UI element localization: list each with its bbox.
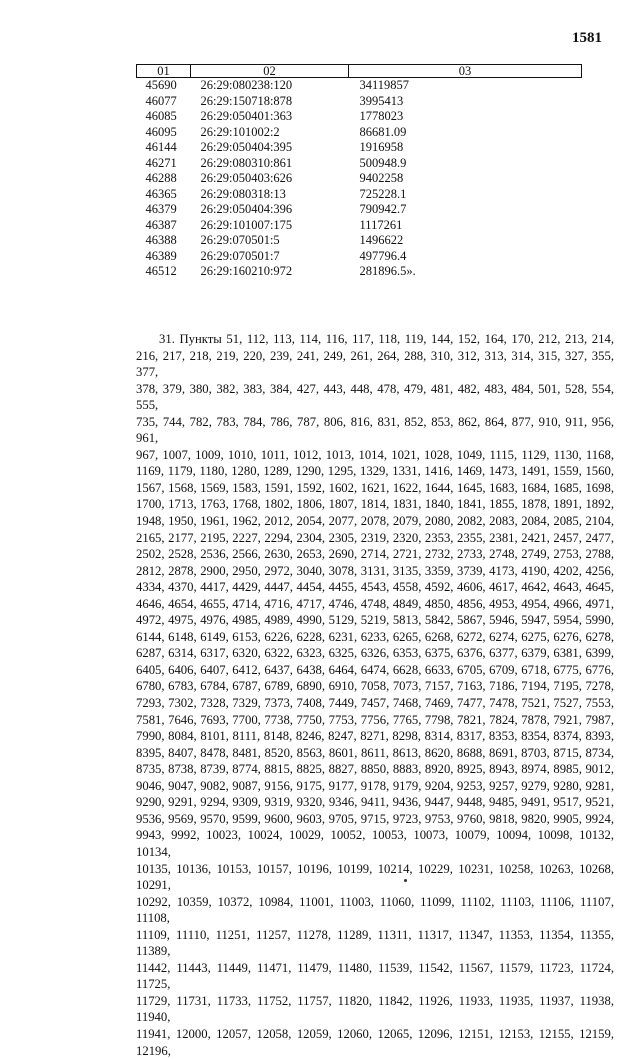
paragraph-line: 967, 1007, 1009, 1010, 1011, 1012, 1013, 1014, 1021, 1028, 1049, 1115, 1129, 1130, 1168, xyxy=(136,447,614,462)
page-mark xyxy=(404,879,407,882)
value-cell: 1117261 xyxy=(359,217,403,232)
table-row xyxy=(137,140,582,156)
paragraph-line: 7293, 7302, 7328, 7329, 7373, 7408, 7449, 7457, 7468, 7469, 7477, 7478, 7521, 7527, 7553, xyxy=(136,696,614,711)
paragraph-line: 4646, 4654, 4655, 4714, 4716, 4717, 4746, 4748, 4849, 4850, 4856, 4953, 4954, 4966, 4971, xyxy=(136,596,614,611)
paragraph-line: 6780, 6783, 6784, 6787, 6789, 6890, 6910, 7058, 7073, 7157, 7163, 7186, 7194, 7195, 7278, xyxy=(136,679,614,694)
value-cell: 1916958 xyxy=(359,140,404,154)
cadastral-number-cell: 26:29:050404:395 xyxy=(200,140,293,154)
paragraph-line: 11109, 11110, 11251, 11257, 11278, 11289, 11311, 11317, 11347, 11353, 11354, 11355, 11389, xyxy=(136,927,614,959)
table-row xyxy=(137,171,582,187)
column-header-03: 03 xyxy=(349,65,582,78)
cadastral-number-cell: 26:29:101007:175 xyxy=(200,217,293,232)
cadastral-table-container xyxy=(136,64,581,280)
paragraph-line: 9943, 9992, 10023, 10024, 10029, 10052, 10053, 10073, 10079, 10094, 10098, 10132, 10134, xyxy=(136,828,614,859)
row-number-cell: 46144 xyxy=(145,140,177,154)
cadastral-number-cell: 26:29:101002:2 xyxy=(200,124,280,139)
column-header-02: 02 xyxy=(191,65,349,78)
table-body xyxy=(137,78,582,280)
value-cell: 790942.7 xyxy=(359,202,407,216)
paragraph-line: 735, 744, 782, 783, 784, 786, 787, 806, 816, 831, 852, 853, 862, 864, 877, 910, 911, 956, 961, xyxy=(136,414,614,446)
paragraph-line: 11941, 12000, 12057, 12058, 12059, 12060, 12065, 12096, 12151, 12153, 12155, 12159, 12196, xyxy=(136,1026,614,1058)
cadastral-number-cell: 26:29:150718:878 xyxy=(200,93,293,108)
row-number-cell: 46389 xyxy=(145,248,177,263)
paragraph-line: 2165, 2177, 2195, 2227, 2294, 2304, 2305, 2319, 2320, 2353, 2355, 2381, 2421, 2457, 2477, xyxy=(136,530,614,545)
paragraph-line: 2502, 2528, 2536, 2566, 2630, 2653, 2690, 2714, 2721, 2732, 2733, 2748, 2749, 2753, 2788, xyxy=(136,547,614,562)
paragraph-line: 7990, 8084, 8101, 8111, 8148, 8246, 8247, 8271, 8298, 8314, 8317, 8353, 8354, 8374, 8393, xyxy=(136,729,614,744)
paragraph-line: 11729, 11731, 11733, 11752, 11757, 11820, 11842, 11926, 11933, 11935, 11937, 11938, 11940, xyxy=(136,993,614,1025)
row-number-cell: 46085 xyxy=(145,109,177,123)
paragraph-line: 6144, 6148, 6149, 6153, 6226, 6228, 6231, 6233, 6265, 6268, 6272, 6274, 6275, 6276, 6278, xyxy=(136,629,614,644)
row-number-cell: 46288 xyxy=(145,171,177,185)
cadastral-number-cell: 26:29:080318:13 xyxy=(200,186,286,201)
table-row xyxy=(137,94,582,110)
table-row xyxy=(137,125,582,141)
row-number-cell: 46077 xyxy=(145,93,177,108)
paragraph-line: 378, 379, 380, 382, 383, 384, 427, 443, 448, 478, 479, 481, 482, 483, 484, 501, 528, 554, 555, xyxy=(136,381,614,413)
column-header-01: 01 xyxy=(137,65,191,78)
value-cell: 1496622 xyxy=(359,233,404,247)
value-cell: 34119857 xyxy=(359,78,410,92)
table-row xyxy=(137,264,582,280)
table-row xyxy=(137,249,582,265)
paragraph-31 xyxy=(136,331,614,1059)
cadastral-number-cell: 26:29:050404:396 xyxy=(200,202,293,216)
paragraph-line: 6405, 6406, 6407, 6412, 6437, 6438, 6464, 6474, 6628, 6633, 6705, 6709, 6718, 6775, 6776, xyxy=(136,662,614,677)
row-number-cell: 46387 xyxy=(145,217,177,232)
row-number-cell: 46095 xyxy=(145,124,177,139)
table-row xyxy=(137,109,582,125)
paragraph-line: 4334, 4370, 4417, 4429, 4447, 4454, 4455, 4543, 4558, 4592, 4606, 4617, 4642, 4643, 4645, xyxy=(136,580,614,595)
value-cell: 1778023 xyxy=(359,109,404,123)
value-cell: 281896.5». xyxy=(359,264,416,278)
cadastral-number-cell: 26:29:050403:626 xyxy=(200,171,293,185)
cadastral-number-cell: 26:29:070501:5 xyxy=(200,233,280,247)
paragraph-line: 216, 217, 218, 219, 220, 239, 241, 249, 261, 264, 288, 310, 312, 313, 314, 315, 327, 355, 377, xyxy=(136,348,614,380)
paragraph-line: 1700, 1713, 1763, 1768, 1802, 1806, 1807, 1814, 1831, 1840, 1841, 1855, 1878, 1891, 1892, xyxy=(136,497,614,512)
table-row xyxy=(137,187,582,203)
row-number-cell: 46512 xyxy=(145,264,177,278)
paragraph-line: 31. Пункты 51, 112, 113, 114, 116, 117, 118, 119, 144, 152, 164, 170, 212, 213, 214, xyxy=(159,332,614,346)
value-cell: 500948.9 xyxy=(359,155,407,170)
row-number-cell: 46365 xyxy=(145,186,177,201)
paragraph-line: 4972, 4975, 4976, 4985, 4989, 4990, 5129, 5219, 5813, 5842, 5867, 5946, 5947, 5954, 5990, xyxy=(136,613,614,628)
table-header xyxy=(137,65,582,78)
cadastral-table xyxy=(136,64,582,280)
row-number-cell: 46388 xyxy=(145,233,177,247)
row-number-cell: 46379 xyxy=(145,202,177,216)
value-cell: 86681.09 xyxy=(359,124,407,139)
paragraph-line: 10135, 10136, 10153, 10157, 10196, 10199, 10214, 10229, 10231, 10258, 10263, 10268, 10291, xyxy=(136,861,614,893)
row-number-cell: 46271 xyxy=(145,155,177,170)
paragraph-line: 9046, 9047, 9082, 9087, 9156, 9175, 9177, 9178, 9179, 9204, 9253, 9257, 9279, 9280, 9281, xyxy=(136,778,614,793)
value-cell: 9402258 xyxy=(359,171,404,185)
cadastral-number-cell: 26:29:070501:7 xyxy=(200,248,280,263)
cadastral-number-cell: 26:29:050401:363 xyxy=(200,109,293,123)
table-row xyxy=(137,218,582,234)
cadastral-number-cell: 26:29:160210:972 xyxy=(200,264,293,278)
paragraph-line: 9536, 9569, 9570, 9599, 9600, 9603, 9705, 9715, 9723, 9753, 9760, 9818, 9820, 9905, 9924, xyxy=(136,811,614,826)
value-cell: 725228.1 xyxy=(359,186,407,201)
paragraph-line: 10292, 10359, 10372, 10984, 11001, 11003, 11060, 11099, 11102, 11103, 11106, 11107, 11108, xyxy=(136,894,614,926)
value-cell: 497796.4 xyxy=(359,248,407,263)
paragraph-line: 8395, 8407, 8478, 8481, 8520, 8563, 8601, 8611, 8613, 8620, 8688, 8691, 8703, 8715, 8734, xyxy=(136,745,614,760)
cadastral-number-cell: 26:29:080238:120 xyxy=(200,78,293,92)
cadastral-number-cell: 26:29:080310:861 xyxy=(200,155,293,170)
page-number: 1581 xyxy=(572,30,602,46)
paragraph-line: 7581, 7646, 7693, 7700, 7738, 7750, 7753, 7756, 7765, 7798, 7821, 7824, 7878, 7921, 7987, xyxy=(136,712,614,727)
row-number-cell: 45690 xyxy=(145,78,177,92)
paragraph-line: 11442, 11443, 11449, 11471, 11479, 11480, 11539, 11542, 11567, 11579, 11723, 11724, 11725, xyxy=(136,960,614,992)
paragraph-line: 8735, 8738, 8739, 8774, 8815, 8825, 8827, 8850, 8883, 8920, 8925, 8943, 8974, 8985, 9012, xyxy=(136,762,614,777)
table-row xyxy=(137,156,582,172)
paragraph-line: 1567, 1568, 1569, 1583, 1591, 1592, 1602, 1621, 1622, 1644, 1645, 1683, 1684, 1685, 1698, xyxy=(136,480,614,495)
paragraph-line: 1169, 1179, 1180, 1280, 1289, 1290, 1295, 1329, 1331, 1416, 1469, 1473, 1491, 1559, 1560, xyxy=(136,464,614,479)
paragraph-line: 9290, 9291, 9294, 9309, 9319, 9320, 9346, 9411, 9436, 9447, 9448, 9485, 9491, 9517, 9521, xyxy=(136,795,614,810)
value-cell: 3995413 xyxy=(359,93,404,108)
paragraph-line: 6287, 6314, 6317, 6320, 6322, 6323, 6325, 6326, 6353, 6375, 6376, 6377, 6379, 6381, 6399, xyxy=(136,646,614,661)
table-row xyxy=(137,78,582,94)
paragraph-line: 1948, 1950, 1961, 1962, 2012, 2054, 2077, 2078, 2079, 2080, 2082, 2083, 2084, 2085, 2104, xyxy=(136,514,614,529)
table-row xyxy=(137,233,582,249)
table-row xyxy=(137,202,582,218)
paragraph-line: 2812, 2878, 2900, 2950, 2972, 3040, 3078, 3131, 3135, 3359, 3739, 4173, 4190, 4202, 4256, xyxy=(136,563,614,578)
